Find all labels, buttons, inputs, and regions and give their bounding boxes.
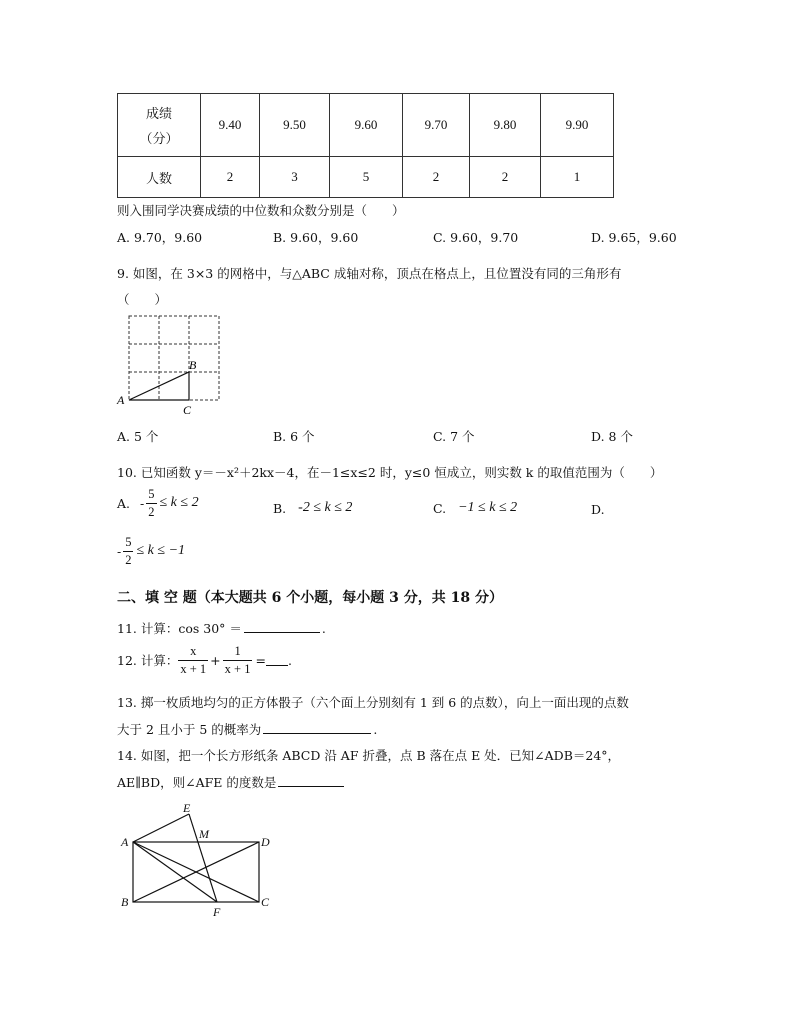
score-cell: 9.70 — [403, 94, 470, 157]
label-a: A — [117, 393, 125, 407]
q8-option-b: B. 9.60，9.60 — [273, 230, 359, 245]
table-row — [118, 94, 614, 157]
count-label-cell: 人数 — [118, 157, 201, 198]
q9-option-c: C. 7 个 — [433, 429, 475, 444]
count-cell: 3 — [260, 157, 330, 198]
q9-option-a: A. 5 个 — [117, 429, 159, 444]
count-cell: 5 — [330, 157, 403, 198]
label-c: C — [261, 895, 270, 909]
q8-option-c: C. 9.60，9.70 — [433, 230, 519, 245]
fraction-denominator: x + 1 — [224, 661, 251, 676]
count-cell: 2 — [470, 157, 541, 198]
q9-stem: 9. 如图，在 3×3 的网格中，与△ABC 成轴对称，顶点在格点上，且位置没有同的三角形有 — [117, 266, 622, 281]
count-cell: 2 — [403, 157, 470, 198]
q11-end: . — [321, 621, 326, 636]
option-c-inequality: −1 ≤ k ≤ 2 — [458, 500, 518, 515]
q12-end: . — [287, 652, 292, 668]
q10-stem: 10. 已知函数 y＝－x²＋2kx－4，在－1≤x≤2 时，y≤0 恒成立，则实数 k 的取值范围为（ ） — [117, 465, 663, 480]
q13-line-2-wrap — [117, 720, 377, 738]
q10-option-a — [117, 488, 199, 518]
q12 — [117, 645, 292, 675]
option-d-inequality: ≤ k ≤ −1 — [136, 543, 186, 558]
line-ae — [133, 814, 189, 842]
section-2-title: 二、填 空 题（本大题共 6 个小题，每小题 3 分，共 18 分） — [117, 590, 503, 606]
q12-plus: + — [210, 652, 221, 668]
option-b-inequality: -2 ≤ k ≤ 2 — [298, 500, 353, 515]
table-row — [118, 157, 614, 198]
option-b-label: B. — [273, 500, 287, 516]
q12-equals: = — [255, 652, 266, 668]
header-line-2: （分） — [139, 131, 179, 146]
q10-option-b — [273, 500, 352, 516]
label-e: E — [183, 801, 191, 815]
fraction-denominator: 2 — [148, 504, 155, 519]
score-cell: 9.90 — [541, 94, 614, 157]
fraction-denominator: 2 — [125, 552, 132, 567]
score-cell: 9.60 — [330, 94, 403, 157]
fraction-numerator: 5 — [125, 535, 132, 549]
q14-line-1: 14. 如图，把一个长方形纸条 ABCD 沿 AF 折叠，点 B 落在点 E 处．已知∠ADB＝24°， — [117, 748, 621, 763]
q12-answer-blank[interactable] — [266, 655, 288, 666]
q9-option-d: D. 8 个 — [591, 429, 633, 444]
option-d-minus: - — [117, 543, 122, 559]
q11 — [117, 619, 326, 637]
q8-option-d: D. 9.65，9.60 — [591, 230, 677, 245]
label-b: B — [189, 358, 197, 372]
q14-line-2-wrap — [117, 773, 344, 791]
q11-answer-blank[interactable] — [244, 620, 320, 633]
q10-option-d-label: D. — [591, 502, 605, 517]
fraction-numerator: 1 — [234, 644, 241, 658]
score-cell: 9.40 — [201, 94, 260, 157]
label-a: A — [121, 835, 129, 849]
option-a-label: A. — [117, 495, 131, 511]
q12-text: 12. 计算： — [117, 653, 179, 668]
count-cell: 2 — [201, 157, 260, 198]
q11-text: 11. 计算：cos 30° ＝ — [117, 621, 242, 636]
score-cell: 9.80 — [470, 94, 541, 157]
option-a-minus: - — [140, 495, 145, 511]
q9-paren: （ ） — [117, 292, 168, 307]
q8-option-a: A. 9.70，9.60 — [117, 230, 203, 245]
label-d: D — [261, 835, 270, 849]
fraction-numerator: x — [190, 644, 197, 658]
header-cell — [118, 94, 201, 157]
q13-line-2: 大于 2 且小于 5 的概率为 — [117, 722, 262, 737]
option-d-fraction — [123, 536, 133, 566]
fraction-numerator: 5 — [148, 487, 155, 501]
q13-answer-blank[interactable] — [263, 721, 371, 734]
label-f: F — [213, 905, 221, 919]
score-table — [117, 93, 614, 198]
q12-fraction-1 — [178, 645, 208, 675]
q14-rectangle-figure — [115, 800, 285, 920]
q10-option-c — [433, 500, 517, 516]
label-m: M — [199, 827, 209, 841]
q14-answer-blank[interactable] — [278, 774, 344, 787]
q12-fraction-2 — [223, 645, 253, 675]
header-line-1: 成绩 — [145, 106, 172, 121]
q10-option-d — [117, 536, 185, 566]
q13-end: . — [373, 722, 378, 737]
q14-line-2: AE∥BD，则∠AFE 的度数是 — [117, 775, 277, 790]
score-cell: 9.50 — [260, 94, 330, 157]
label-c: C — [183, 403, 192, 417]
q13-line-1: 13. 掷一枚质地均匀的正方体骰子（六个面上分别刻有 1 到 6 的点数），向上一面出现的点数 — [117, 695, 629, 710]
q8-stem: 则入围同学决赛成绩的中位数和众数分别是（ ） — [117, 203, 405, 218]
q9-grid-figure — [115, 310, 225, 418]
option-a-inequality: ≤ k ≤ 2 — [159, 495, 199, 510]
q9-option-b: B. 6 个 — [273, 429, 315, 444]
label-b: B — [121, 895, 129, 909]
option-c-label: C. — [433, 500, 447, 516]
line-af — [133, 842, 217, 902]
count-cell: 1 — [541, 157, 614, 198]
fraction-denominator: x + 1 — [180, 661, 207, 676]
option-a-fraction — [146, 488, 156, 518]
